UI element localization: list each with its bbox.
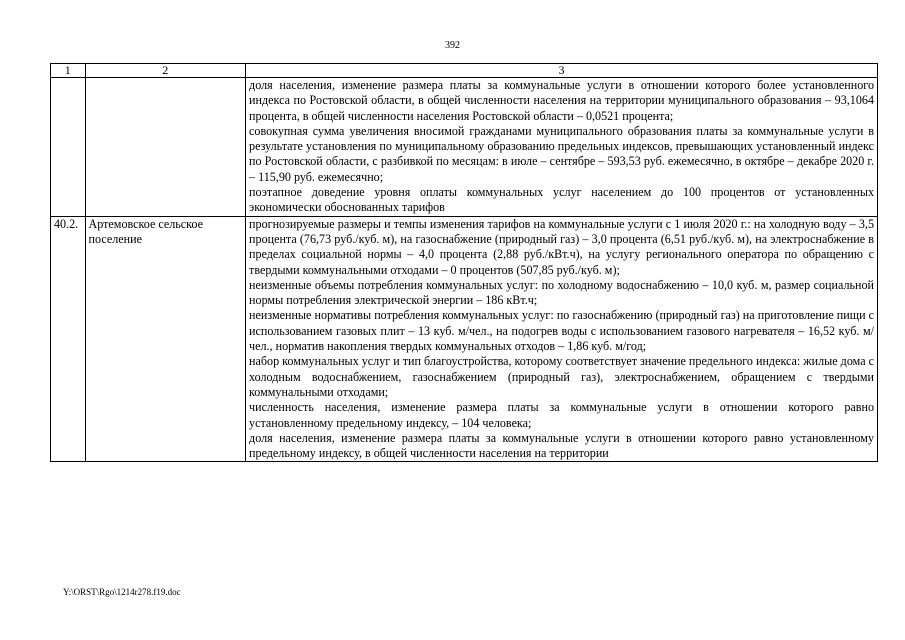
table-row [51,216,878,462]
table-header-row [51,64,878,78]
paragraph: неизменные объемы потребления коммунальных услуг: по холодному водоснабжению – 10,0 куб. м, размер социальной нормы потребления электрической энергии – 186 кВт.ч; [249,277,874,308]
paragraph: совокупная сумма увеличения вносимой гражданами муниципального образования платы за коммунальные услуги в результате установления по муниципальному образованию предельных индексов, превышающих установленный индекс по Ростовской области, с разбивкой по месяцам: в июле – сентябре – 593,53 руб. ежемесячно, в октябре – декабре 2020 г. – 115,90 руб. ежемесячно; [249,123,874,184]
row-content-cell [246,78,878,217]
row-name-cell: Артемовское сельское поселение [85,216,246,462]
row-number-cell: 40.2. [51,216,86,462]
paragraph: численность населения, изменение размера платы за коммунальные услуги в отношении которого равно установленному предельному индексу, – 104 человека; [249,400,874,430]
document-table [50,63,878,462]
paragraph: набор коммунальных услуг и тип благоустройства, которому соответствует значение предельного индекса: жилые дома с холодным водоснабжением, газоснабжением (природный газ), электроснабжением, обращением с твердыми коммунальными отходами; [249,354,874,399]
row-content-cell [246,216,878,462]
column-header-3: 3 [246,64,878,78]
column-header-2: 2 [85,64,246,78]
row-name-cell [85,78,246,217]
footer-file-path: Y:\ORST\Rgo\1214r278.f19.doc [63,587,181,597]
paragraph: доля населения, изменение размера платы за коммунальные услуги в отношении которого более установленного индекса по Ростовской области, в общей численности населения на территории муниципального образования – 93,1064 процента, в общей численности населения Ростовской области – 0,0521 процента; [249,78,874,123]
page-number: 392 [445,40,460,51]
row-number-cell [51,78,86,217]
table-row [51,78,878,217]
paragraph: поэтапное доведение уровня оплаты коммунальных услуг населением до 100 процентов от установленных экономически обоснованных тарифов [249,185,874,215]
paragraph: доля населения, изменение размера платы за коммунальные услуги в отношении которого равно установленному предельному индексу, в общей численности населения на территории [249,430,874,461]
column-header-1: 1 [51,64,86,78]
paragraph: неизменные нормативы потребления коммунальных услуг: по газоснабжению (природный газ) на приготовление пищи с использованием газовых плит – 13 куб. м/чел., на подогрев воды с использованием газового нагревателя – 16,52 куб. м/чел., норматив накопления твердых коммунальных отходов – 1,86 куб. м/год; [249,308,874,354]
paragraph: прогнозируемые размеры и темпы изменения тарифов на коммунальные услуги с 1 июля 2020 г.: на холодную воду – 3,5 процента (76,73 руб./куб. м), на газоснабжение (природный газ) – 3,0 процента (6,51 руб./куб. м), на электроснабжение в пределах социальной нормы – 4,0 процента (2,88 руб./кВт.ч), на услугу регионального оператора по обращению с твердыми коммунальными отходами – 0 процентов (507,85 руб./куб. м); [249,216,874,277]
